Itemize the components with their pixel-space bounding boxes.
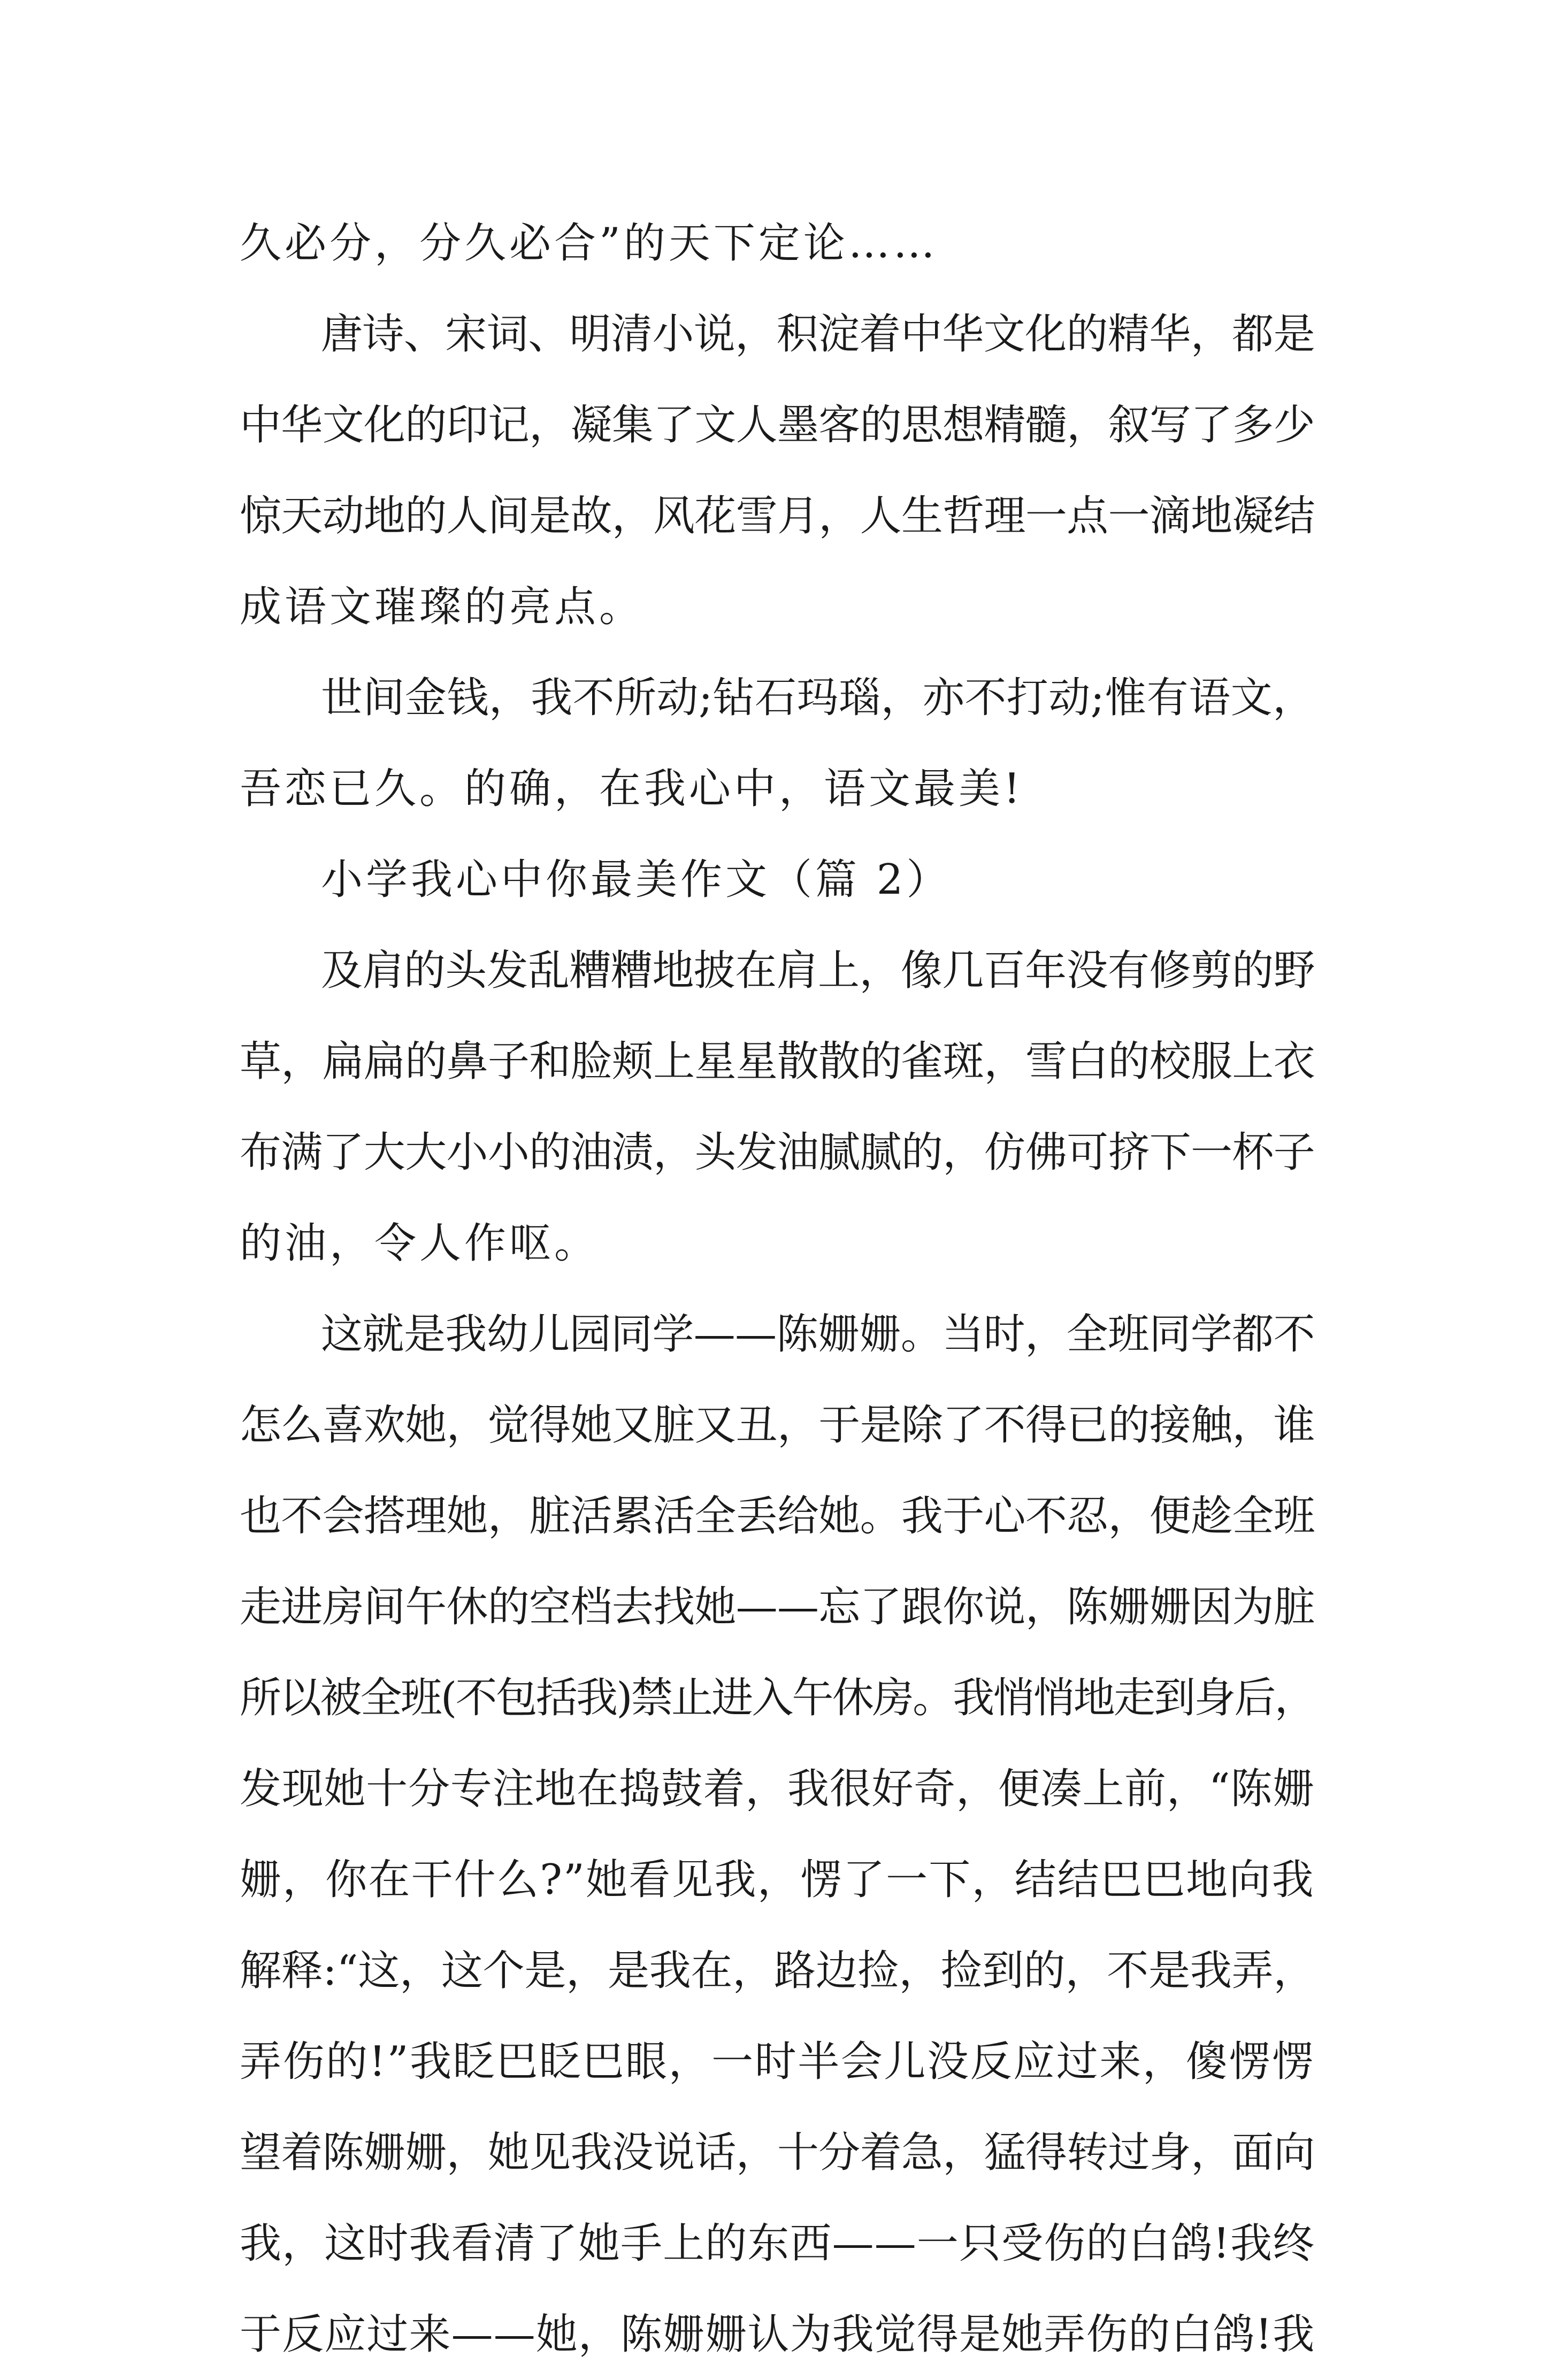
text-line: 走进房间午休的空档去找她——忘了跟你说，陈姗姗因为脏	[240, 1583, 1315, 1631]
text-line: 布满了大大小小的油渍，头发油腻腻的，仿佛可挤下一杯子	[240, 1128, 1315, 1177]
text-line: 草，扁扁的鼻子和脸颊上星星散散的雀斑，雪白的校服上衣	[240, 1038, 1315, 1086]
text-line: 惊天动地的人间是故，风花雪月，人生哲理一点一滴地凝结	[240, 492, 1315, 540]
text-line: 望着陈姗姗，她见我没说话，十分着急，猛得转过身，面向	[240, 2129, 1315, 2177]
text-line: 怎么喜欢她，觉得她又脏又丑，于是除了不得已的接触，谁	[240, 1401, 1315, 1449]
text-line: 这就是我幼儿园同学——陈姗姗。当时，全班同学都不	[321, 1310, 1315, 1358]
text-line: 吾恋已久。的确，在我心中，语文最美!	[240, 765, 1024, 813]
text-line: 的油，令人作呕。	[240, 1219, 600, 1268]
text-line: 弄伤的!”我眨巴眨巴眼，一时半会儿没反应过来，傻愣愣	[240, 2038, 1315, 2086]
text-line: 我，这时我看清了她手上的东西——一只受伤的白鸽!我终	[240, 2220, 1315, 2268]
text-line: 唐诗、宋词、明清小说，积淀着中华文化的精华，都是	[321, 310, 1315, 358]
text-line: 及肩的头发乱糟糟地披在肩上，像几百年没有修剪的野	[321, 947, 1315, 995]
text-line: 中华文化的印记，凝集了文人墨客的思想精髓，叙写了多少	[240, 401, 1315, 449]
text-line: 解释:“这，这个是，是我在，路边捡，捡到的，不是我弄，	[240, 1947, 1315, 1995]
text-line: 姗，你在干什么?”她看见我，愣了一下，结结巴巴地向我	[240, 1856, 1315, 1904]
document-body	[240, 198, 1315, 2380]
text-line: 所以被全班(不包括我)禁止进入午休房。我悄悄地走到身后，	[240, 1674, 1315, 1722]
text-line: 于反应过来——她，陈姗姗认为我觉得是她弄伤的白鸽!我	[240, 2310, 1315, 2359]
text-line: 成语文璀璨的亮点。	[240, 583, 645, 631]
text-line: 小学我心中你最美作文（篇 2）	[321, 856, 952, 904]
text-line: 也不会搭理她，脏活累活全丢给她。我于心不忍，便趁全班	[240, 1492, 1315, 1540]
text-line: 发现她十分专注地在捣鼓着，我很好奇，便凑上前，“陈姗	[240, 1765, 1315, 1813]
text-line: 久必分，分久必合”的天下定论……	[240, 219, 938, 267]
text-line: 世间金钱，我不所动;钻石玛瑙，亦不打动;惟有语文，	[321, 674, 1315, 722]
